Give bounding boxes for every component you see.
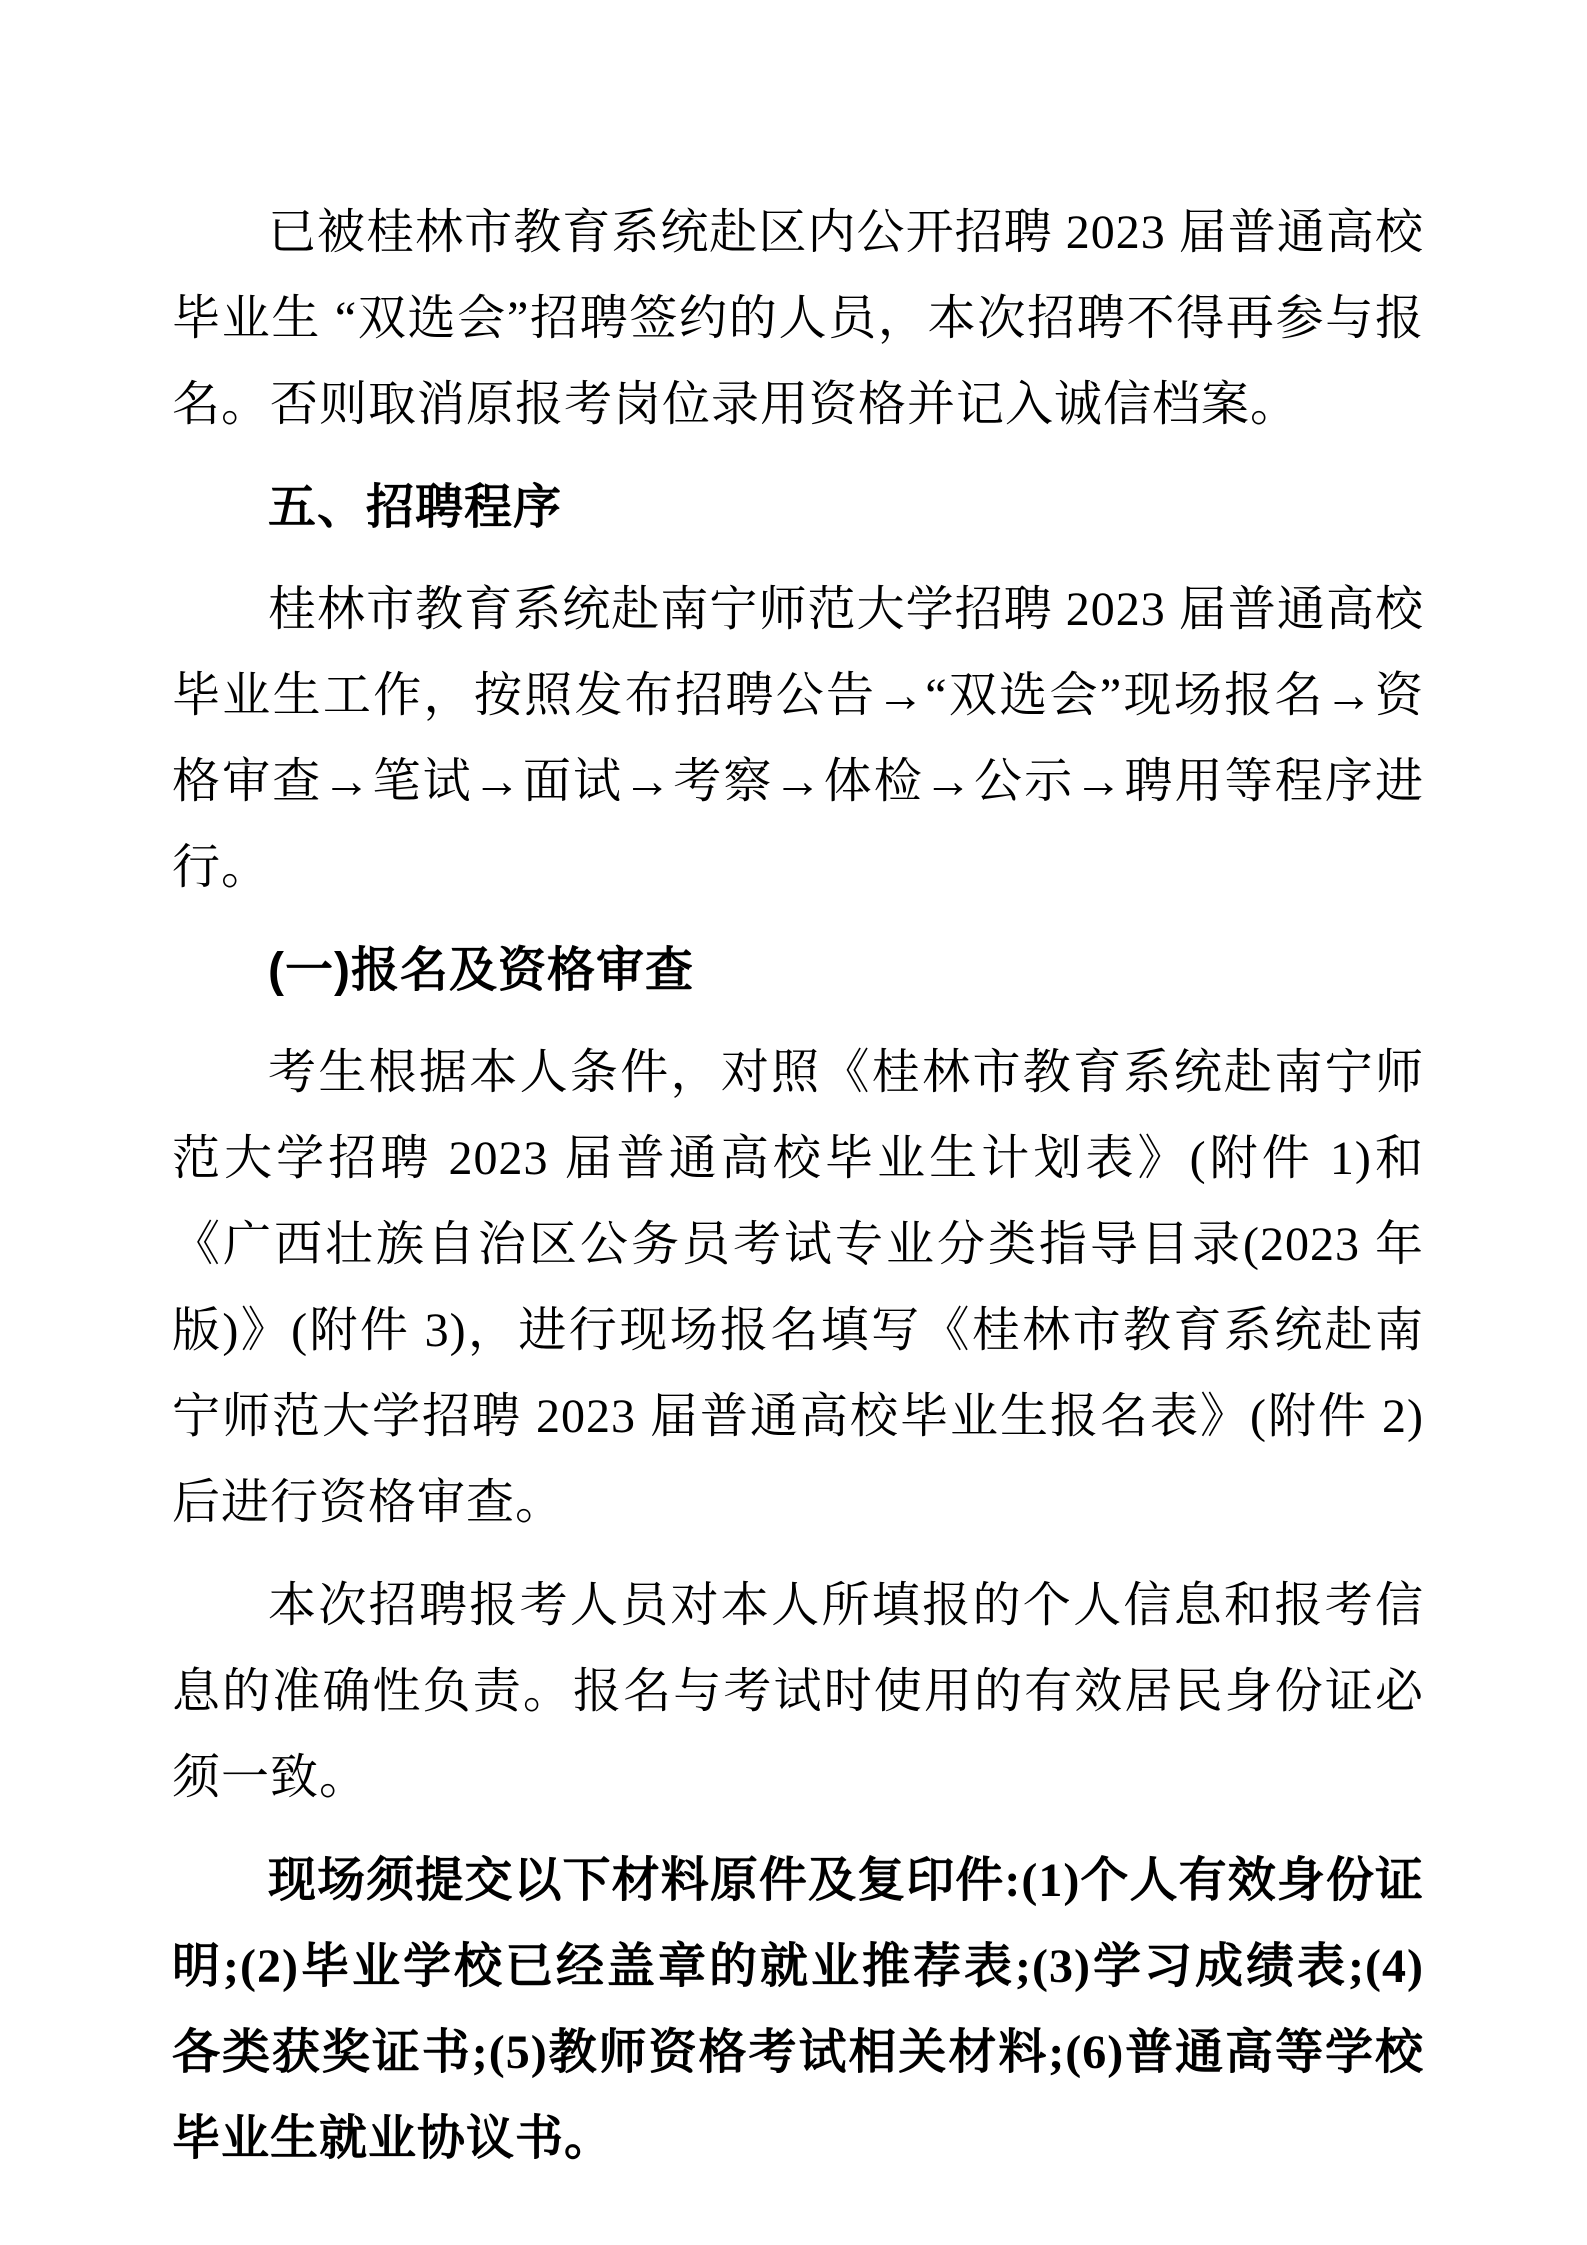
paragraph-information-accuracy: 本次招聘报考人员对本人所填报的个人信息和报考信息的准确性负责。报名与考试时使用的有效居民身份证必须一致。 bbox=[172, 1579, 1424, 1804]
subsection-heading-registration-and-qualification-review: (一)报名及资格审查 bbox=[268, 944, 694, 997]
section-heading-recruitment-procedure: 五、招聘程序 bbox=[268, 481, 563, 534]
paragraph-registration-instructions: 考生根据本人条件，对照《桂林市教育系统赴南宁师范大学招聘 2023 届普通高校毕业生计划表》(附件 1)和《广西壮族自治区公务员考试专业分类指导目录(2023 年版)》(附件 3)，进行现场报名填写《桂林市教育系统赴南宁师范大学招聘 2023 届普通高校毕业生报名表》(附件 2)后进行资格审查。 bbox=[172, 1046, 1424, 1529]
paragraph-signed-candidates-restriction: 已被桂林市教育系统赴区内公开招聘 2023 届普通高校毕业生 “双选会”招聘签约的人员，本次招聘不得再参与报名。否则取消原报考岗位录用资格并记入诚信档案。 bbox=[172, 206, 1424, 431]
paragraph-required-materials: 现场须提交以下材料原件及复印件:(1)个人有效身份证明;(2)毕业学校已经盖章的就业推荐表;(3)学习成绩表;(4)各类获奖证书;(5)教师资格考试相关材料;(6)普通高等学校毕业生就业协议书。 bbox=[172, 1854, 1424, 2165]
paragraph-procedure-overview: 桂林市教育系统赴南宁师范大学招聘 2023 届普通高校毕业生工作，按照发布招聘公告→“双选会”现场报名→资格审查→笔试→面试→考察→体检→公示→聘用等程序进行。 bbox=[172, 583, 1424, 894]
